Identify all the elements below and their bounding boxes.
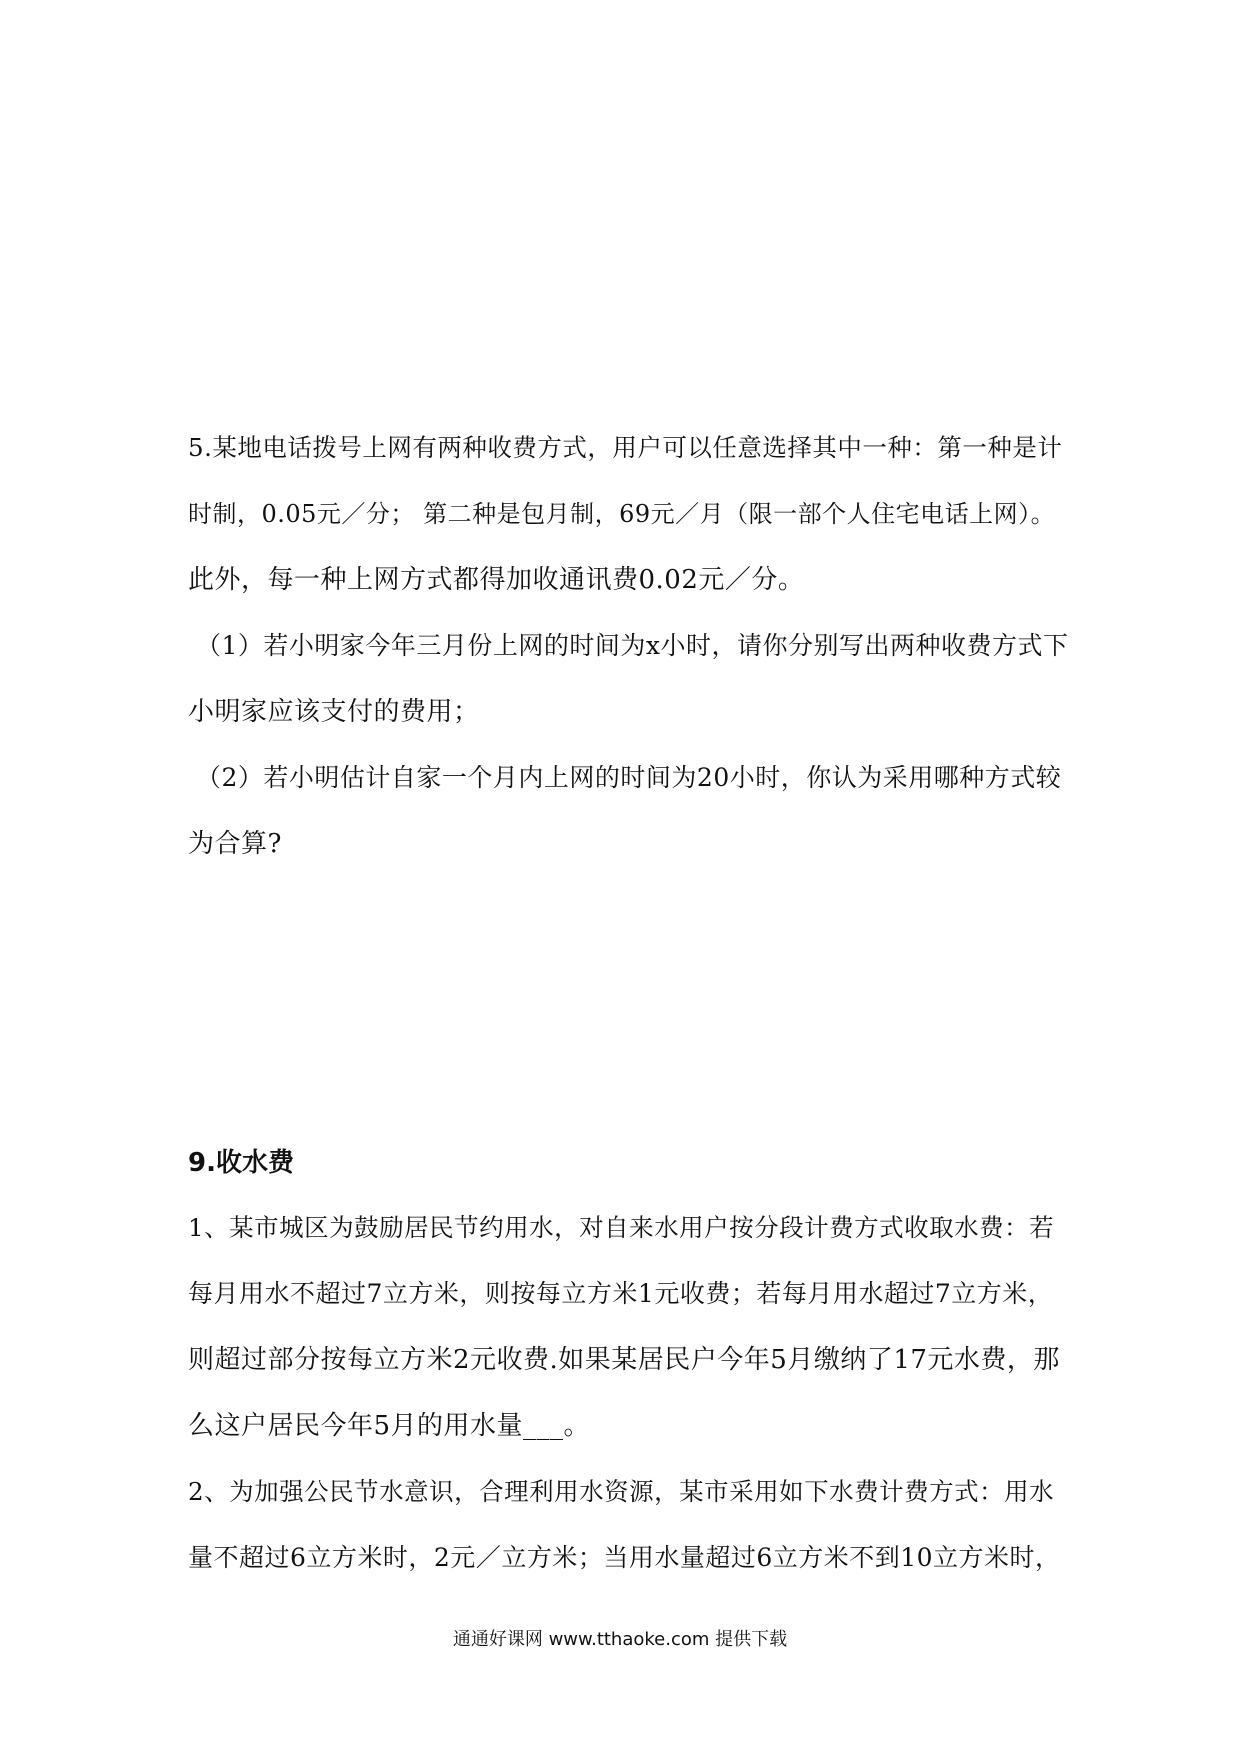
problem-5-part-2-line-1: （2）若小明估计自家一个月内上网的时间为20小时，你认为采用哪种方式较 [196,763,1062,792]
section-9-q1-line-3: 则超过部分按每立方米2元收费.如果某居民户今年5月缴纳了17元水费，那 [188,1345,1060,1375]
section-9-q1-line-2: 每月用水不超过7立方米，则按每立方米1元收费；若每月用水超过7立方米， [188,1279,1054,1308]
problem-5-part-1-line-2: 小明家应该支付的费用； [188,697,480,727]
section-9-heading: 9.收水费 [188,1148,294,1178]
page-footer: 通通好课网 www.tthaoke.com 提供下载 [452,1629,788,1650]
problem-5-part-2-line-2: 为合算? [188,829,282,859]
problem-5-part-1-line-1: （1）若小明家今年三月份上网的时间为x小时，请你分别写出两种收费方式下 [196,631,1069,660]
problem-5-line-1: 5.某地电话拨号上网有两种收费方式，用户可以任意选择其中一种：第一种是计 [188,433,1063,462]
problem-5-line-3: 此外，每一种上网方式都得加收通讯费0.02元／分。 [188,565,805,595]
section-9-q2-line-2: 量不超过6立方米时，2元／立方米；当用水量超过6立方米不到10立方米时， [188,1543,1061,1572]
section-9-q2-line-1: 2、为加强公民节水意识，合理利用水资源，某市采用如下水费计费方式：用水 [188,1477,1055,1506]
problem-5-line-2: 时制，0.05元／分； 第二种是包月制，69元／月（限一部个人住宅电话上网）。 [188,500,1056,528]
section-9-q1-line-1: 1、某市城区为鼓励居民节约用水，对自来水用户按分段计费方式收取水费：若 [188,1213,1055,1242]
section-9-q1-line-4: 么这户居民今年5月的用水量___。 [188,1411,591,1441]
